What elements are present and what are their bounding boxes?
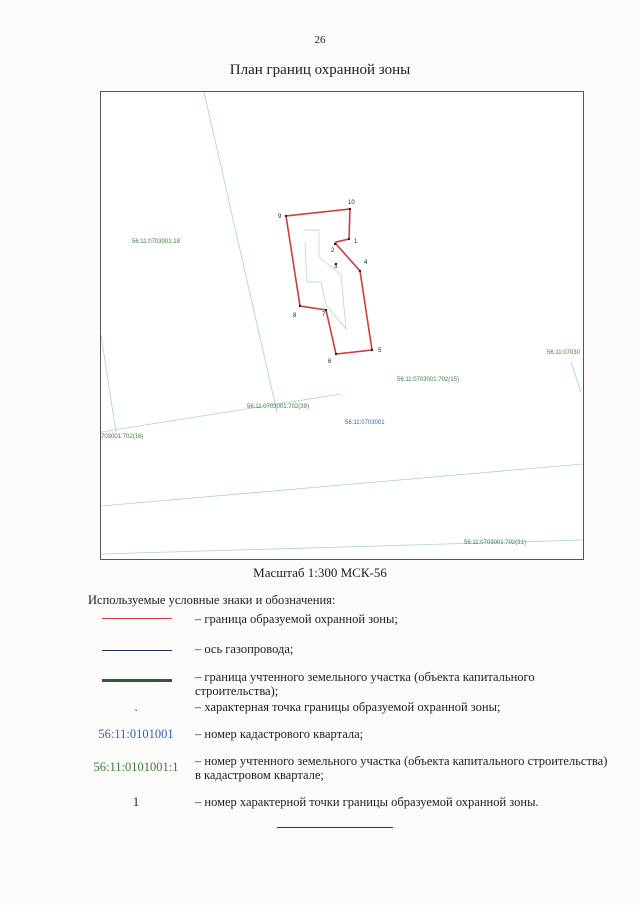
point-label-7: 7 bbox=[322, 312, 326, 318]
point-label-2: 2 bbox=[331, 248, 335, 254]
parcel-label: 56:11:0703001:18 bbox=[132, 239, 180, 245]
point-label-1: 1 bbox=[354, 239, 358, 245]
map-frame bbox=[100, 91, 584, 560]
legend-desc: – граница учтенного земельного участка (объекта капитального строительства); bbox=[195, 670, 535, 698]
legend-desc: – номер характерной точки границы образуемой охранной зоны. bbox=[195, 795, 539, 809]
zone-points bbox=[285, 208, 373, 355]
point-label-3: 3 bbox=[334, 264, 338, 270]
legend-desc: – ось газопровода; bbox=[195, 642, 294, 656]
point-label-6: 6 bbox=[328, 359, 332, 365]
page-title: План границ охранной зоны bbox=[229, 62, 411, 78]
point-label-10: 10 bbox=[348, 200, 355, 206]
point-symbol: . bbox=[134, 700, 138, 714]
gas-axis-swatch bbox=[102, 650, 172, 651]
legend-desc: – характерная точка границы образуемой охранной зоны; bbox=[195, 700, 501, 714]
parcel-number-sample: 56:11:0101001:1 bbox=[93, 760, 179, 774]
parcel-lines bbox=[101, 92, 583, 554]
scale-caption: Масштаб 1:300 МСК-56 bbox=[253, 565, 387, 580]
zone-boundary-swatch bbox=[102, 618, 172, 619]
parcel-label: 703001:702(16) bbox=[101, 434, 144, 440]
zone-boundary bbox=[286, 209, 372, 354]
quarter-number-sample: 56:11:0101001 bbox=[98, 727, 174, 741]
point-label-8: 8 bbox=[293, 313, 297, 319]
parcel-label: 56:11:07030 bbox=[547, 350, 580, 356]
legend-desc: – граница образуемой охранной зоны; bbox=[195, 612, 398, 626]
parcel-label: 56:11:0703001:702(31) bbox=[464, 540, 526, 546]
page-number: 26 bbox=[314, 34, 326, 46]
parcel-label: 56:11:0703001:702(39) bbox=[247, 404, 309, 410]
quarter-label: 56:11:0703001 bbox=[345, 420, 385, 426]
cadastral-map bbox=[101, 92, 583, 559]
parcel-label: 56:11:0703001:702(15) bbox=[397, 377, 459, 383]
legend-desc: – номер учтенного земельного участка (объекта капитального строительства) в кадастровом квартале; bbox=[195, 754, 608, 782]
point-label-4: 4 bbox=[364, 260, 368, 266]
point-number-sample: 1 bbox=[132, 795, 140, 809]
legend-desc: – номер кадастрового квартала; bbox=[195, 727, 364, 741]
parcel-boundary-swatch bbox=[102, 679, 172, 682]
legend-heading: Используемые условные знаки и обозначения: bbox=[88, 593, 336, 607]
footer-rule bbox=[277, 827, 393, 828]
point-label-5: 5 bbox=[378, 348, 382, 354]
point-label-9: 9 bbox=[278, 214, 282, 220]
